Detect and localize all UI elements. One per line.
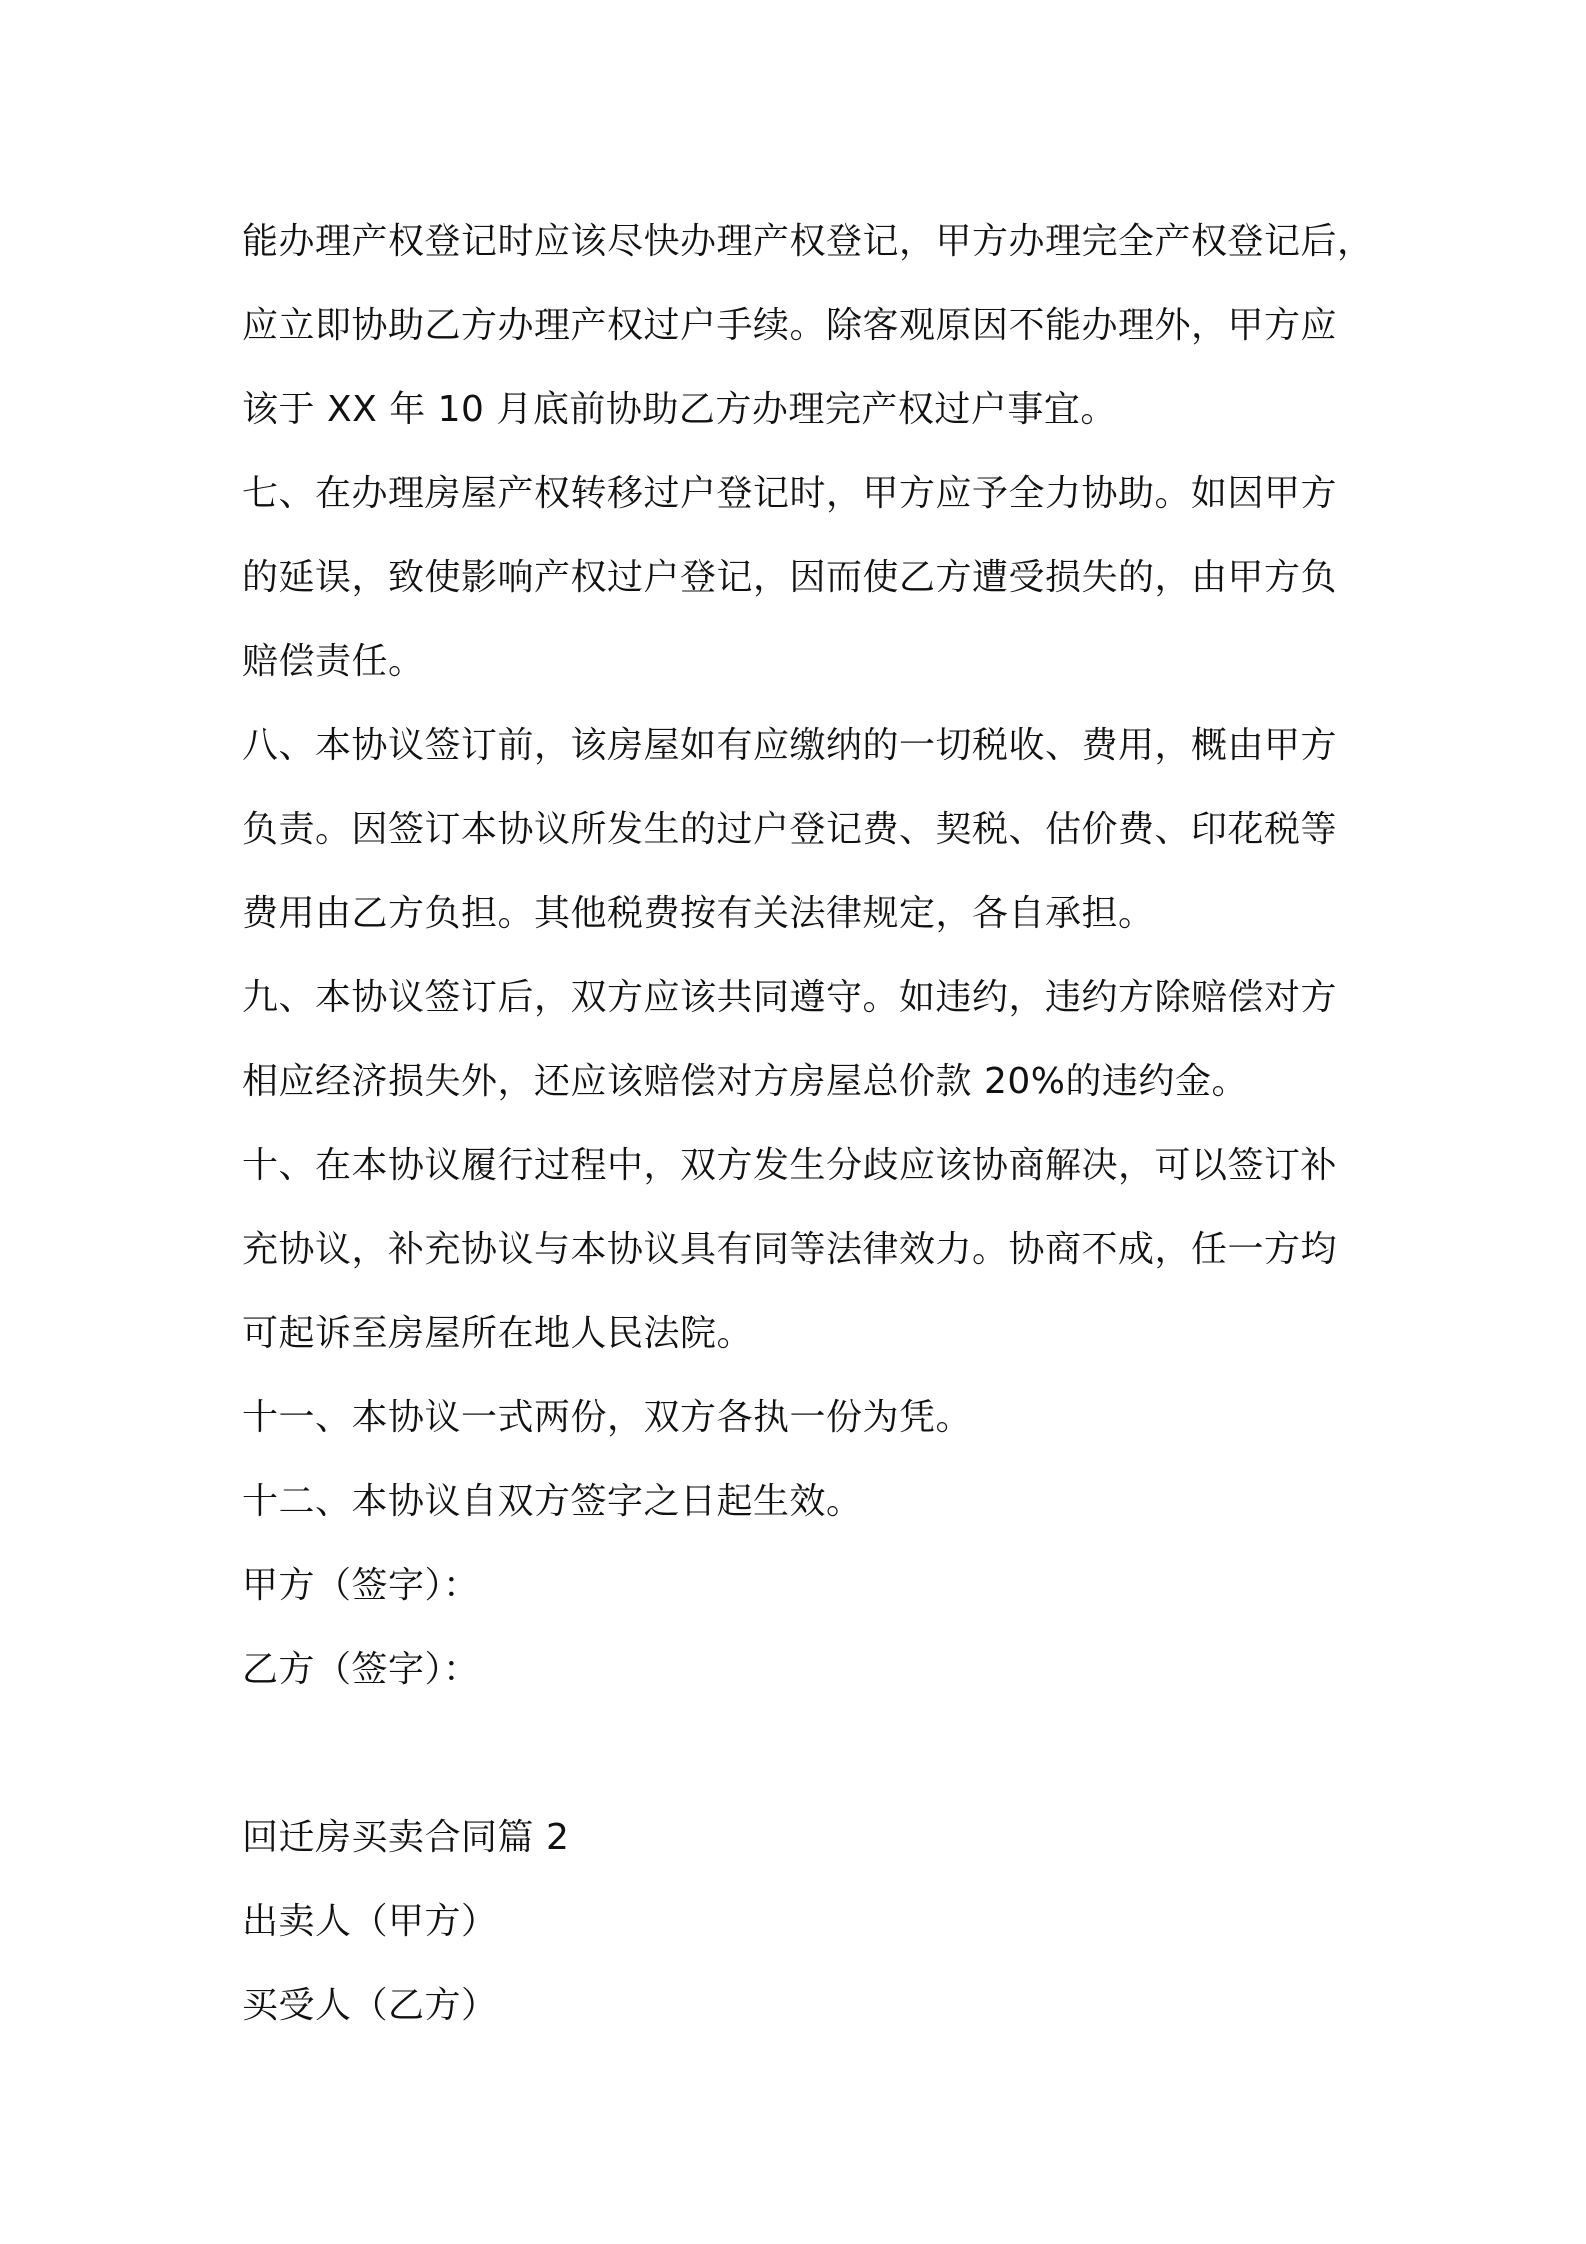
text-line: 的延误，致使影响产权过户登记，因而使乙方遭受损失的，由甲方负: [242, 557, 1338, 598]
text-line: 应立即协助乙方办理产权过户手续。除客观原因不能办理外，甲方应: [242, 305, 1338, 346]
clause-9-line: 九、本协议签订后，双方应该共同遵守。如违约，违约方除赔偿对方: [242, 977, 1338, 1018]
section-2-title: 回迁房买卖合同篇 2: [242, 1817, 570, 1858]
text-line: 充协议，补充协议与本协议具有同等法律效力。协商不成，任一方均: [242, 1229, 1338, 1270]
party-a-signature-label: 甲方（签字）：: [242, 1565, 480, 1606]
text-line: 可起诉至房屋所在地人民法院。: [242, 1313, 754, 1354]
clause-8-line: 八、本协议签订前，该房屋如有应缴纳的一切税收、费用，概由甲方: [242, 725, 1338, 766]
clause-10-line: 十、在本协议履行过程中，双方发生分歧应该协商解决，可以签订补: [242, 1145, 1338, 1186]
clause-12-line: 十二、本协议自双方签字之日起生效。: [242, 1481, 863, 1522]
section-gap: [242, 1712, 1372, 1796]
party-b-signature-label: 乙方（签字）：: [242, 1649, 480, 1690]
buyer-label: 买受人（乙方）: [242, 1985, 498, 2026]
document-body: [242, 200, 1372, 2048]
text-line: 赔偿责任。: [242, 641, 425, 682]
clause-7-line: 七、在办理房屋产权转移过户登记时，甲方应予全力协助。如因甲方: [242, 473, 1338, 514]
text-line: 费用由乙方负担。其他税费按有关法律规定，各自承担。: [242, 893, 1155, 934]
text-line: 相应经济损失外，还应该赔偿对方房屋总价款 20%的违约金。: [242, 1061, 1248, 1102]
text-line: 能办理产权登记时应该尽快办理产权登记，甲方办理完全产权登记后，: [242, 221, 1374, 262]
text-line: 负责。因签订本协议所发生的过户登记费、契税、估价费、印花税等: [242, 809, 1338, 850]
clause-11-line: 十一、本协议一式两份，双方各执一份为凭。: [242, 1397, 973, 1438]
text-line: 该于 XX 年 10 月底前协助乙方办理完产权过户事宜。: [242, 389, 1117, 430]
seller-label: 出卖人（甲方）: [242, 1901, 498, 1942]
